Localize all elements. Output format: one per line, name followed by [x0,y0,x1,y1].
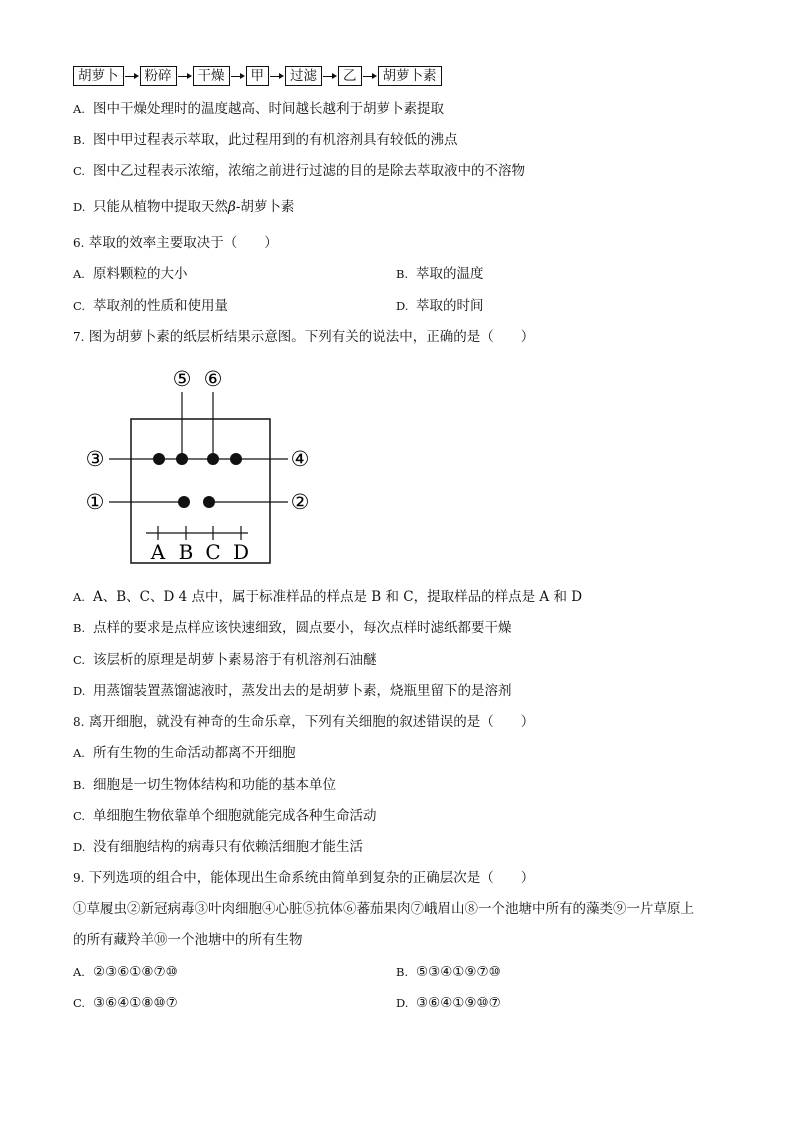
option-text: 图中干燥处理时的温度越高、时间越长越利于胡萝卜素提取 [93,101,444,117]
option-text: 萃取的时间 [416,298,484,314]
question-7-stem [73,328,534,346]
option-label: C. [73,809,86,823]
question-text: 图为胡萝卜素的纸层析结果示意图。下列有关的说法中，正确的是（ ） [88,329,535,345]
label-circle-4: ④ [290,447,310,471]
option-text: 用蒸馏装置蒸馏滤液时，蒸发出去的是胡萝卜素，烧瓶里留下的是溶剂 [93,683,512,699]
option-c [73,297,228,315]
extraction-flow-diagram [73,66,442,86]
option-text: 原料颗粒的大小 [93,266,188,282]
question-8-stem [73,713,534,731]
option-label: A. [73,746,85,760]
option-label: A. [73,965,85,979]
beta-symbol: β [228,199,236,215]
option-text: 图中甲过程表示萃取，此过程用到的有机溶剂具有较低的沸点 [93,132,458,148]
right-arrow-icon [230,67,246,85]
option-b [396,963,501,981]
chromatography-figure [76,362,326,567]
baseline-letter-b: B [178,540,194,564]
option-label: A. [73,102,85,116]
question-9-stem [73,869,534,887]
option-b [73,619,512,637]
option-text: 萃取的温度 [416,266,484,282]
baseline-letter-d: D [232,540,250,564]
option-text: 所有生物的生命活动都离不开细胞 [93,745,296,761]
right-arrow-icon [124,67,140,85]
option-label: D. [396,996,409,1010]
pigment-spot [207,453,219,465]
question-number: 9. [73,871,85,885]
question-text: 离开细胞，就没有神奇的生命乐章，下列有关细胞的叙述错误的是（ ） [88,714,535,730]
pigment-spot [176,453,188,465]
option-label: B. [73,778,86,792]
option-label: A. [73,267,85,281]
question-9-list-line-2: 的所有藏羚羊⑩一个池塘中的所有生物 [73,932,303,948]
label-circle-1: ① [85,490,105,514]
option-d [73,198,294,216]
pigment-spot [230,453,242,465]
label-circle-3: ③ [85,447,105,471]
option-a [73,963,178,981]
flow-step: 胡萝卜素 [378,66,442,86]
question-6-stem [73,234,278,252]
option-text: 图中乙过程表示浓缩，浓缩之前进行过滤的目的是除去萃取液中的不溶物 [93,163,525,179]
baseline-letter-a: A [150,540,166,564]
right-arrow-icon [177,67,193,85]
option-a [73,744,296,762]
flow-step: 干燥 [193,66,230,86]
option-label: C. [73,164,86,178]
question-number: 7. [73,330,85,344]
option-d [73,682,512,700]
option-b [396,265,484,283]
option-text: 没有细胞结构的病毒只有依赖活细胞才能生活 [93,839,363,855]
option-label: C. [73,299,86,313]
option-a [73,100,444,118]
label-circle-6: ⑥ [203,367,223,391]
question-text: 下列选项的组合中，能体现出生命系统由简单到复杂的正确层次是（ ） [88,870,535,886]
option-c [73,994,178,1012]
option-c [73,651,377,669]
pigment-spot [203,496,215,508]
option-b [73,131,458,149]
flow-step: 粉碎 [140,66,177,86]
option-text: 单细胞生物依靠单个细胞就能完成各种生命活动 [93,808,377,824]
option-text: ②③⑥①⑧⑦⑩ [93,964,178,980]
option-text: 萃取剂的性质和使用量 [93,298,228,314]
pigment-spot [178,496,190,508]
option-label: A. [73,590,85,604]
question-text: 萃取的效率主要取决于（ ） [88,235,278,251]
option-text: ③⑥④①⑨⑩⑦ [416,995,501,1011]
option-d [396,994,501,1012]
option-b [73,776,336,794]
right-arrow-icon [362,67,378,85]
option-text: 点样的要求是点样应该快速细致，圆点要小，每次点样时滤纸都要干燥 [93,620,512,636]
flow-step: 乙 [338,66,362,86]
flow-step: 胡萝卜 [73,66,124,86]
option-text: -胡萝卜素 [235,199,295,215]
option-c [73,807,377,825]
question-9-list-line-1: ①草履虫②新冠病毒③叶肉细胞④心脏⑤抗体⑥蕃茄果肉⑦峨眉山⑧一个池塘中所有的藻类⑨一片草原上 [73,901,694,917]
flow-step: 甲 [246,66,270,86]
option-c [73,162,525,180]
option-label: C. [73,996,86,1010]
option-text: 该层析的原理是胡萝卜素易溶于有机溶剂石油醚 [93,652,377,668]
option-text: 只能从植物中提取天然 [93,199,228,215]
option-label: D. [396,299,409,313]
option-text: ⑤③④①⑨⑦⑩ [416,964,501,980]
option-a [73,588,582,606]
option-text: 细胞是一切生物体结构和功能的基本单位 [93,777,336,793]
option-text: ③⑥④①⑧⑩⑦ [93,995,178,1011]
pigment-spot [153,453,165,465]
baseline-letter-c: C [205,540,221,564]
option-label: D. [73,200,86,214]
option-label: B. [396,267,409,281]
option-d [73,838,363,856]
question-number: 6. [73,236,85,250]
question-number: 8. [73,715,85,729]
option-text: A、B、C、D 4 点中，属于标准样品的样点是 B 和 C，提取样品的样点是 A 和 D [93,589,583,605]
option-d [396,297,484,315]
option-label: B. [396,965,409,979]
option-label: D. [73,840,86,854]
right-arrow-icon [269,67,285,85]
option-label: C. [73,653,86,667]
option-label: B. [73,621,86,635]
option-a [73,265,188,283]
option-label: B. [73,133,86,147]
option-label: D. [73,684,86,698]
label-circle-2: ② [290,490,310,514]
right-arrow-icon [322,67,338,85]
label-circle-5: ⑤ [172,367,192,391]
flow-step: 过滤 [285,66,322,86]
